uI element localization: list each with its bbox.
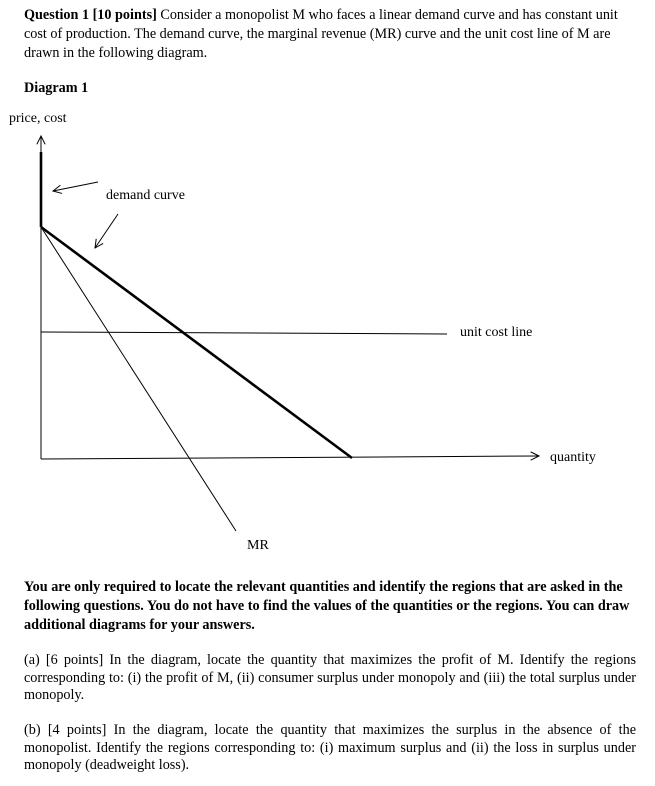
cost-label: unit cost line — [460, 325, 533, 340]
mr-label: MR — [247, 538, 269, 553]
unit-cost-line — [41, 332, 447, 334]
diagram-title: Diagram 1 — [24, 80, 89, 96]
question-label: Question 1 [10 points] — [24, 7, 157, 23]
part-b: (b) [4 points] In the diagram, locate the quantity that maximizes the surplus in the absence of the monopolist. Identify the regions corresponding to: (i) maximum surplus and (ii) the loss in surplus under monopoly (deadweight loss). — [24, 722, 636, 773]
demand-arrow-left — [53, 182, 98, 191]
question-text: Consider a monopolist M who faces a linear demand curve and has constant unit cost of production. The demand curve, the marginal revenue (MR) curve and the unit cost line of M are drawn in the following diagram. — [24, 7, 618, 61]
mr-curve — [41, 227, 236, 531]
demand-arrow-down — [95, 214, 118, 248]
x-axis — [41, 456, 539, 459]
x-axis-label: quantity — [550, 450, 596, 465]
diagram-1 — [0, 100, 655, 560]
demand-label: demand curve — [106, 188, 185, 203]
part-a: (a) [6 points] In the diagram, locate the quantity that maximizes the profit of M. Identify the regions corresponding to: (i) the profit of M, (ii) consumer surplus under monopoly and (iii) the total surplus under monopoly. — [24, 652, 636, 703]
demand-curve — [41, 227, 352, 458]
question-intro — [24, 6, 634, 63]
instructions: You are only required to locate the relevant quantities and identify the regions that are asked in the following questions. You do not have to find the values of the quantities or the regions. You can draw additional diagrams for your answers. — [24, 579, 630, 633]
y-axis-label: price, cost — [9, 111, 67, 126]
